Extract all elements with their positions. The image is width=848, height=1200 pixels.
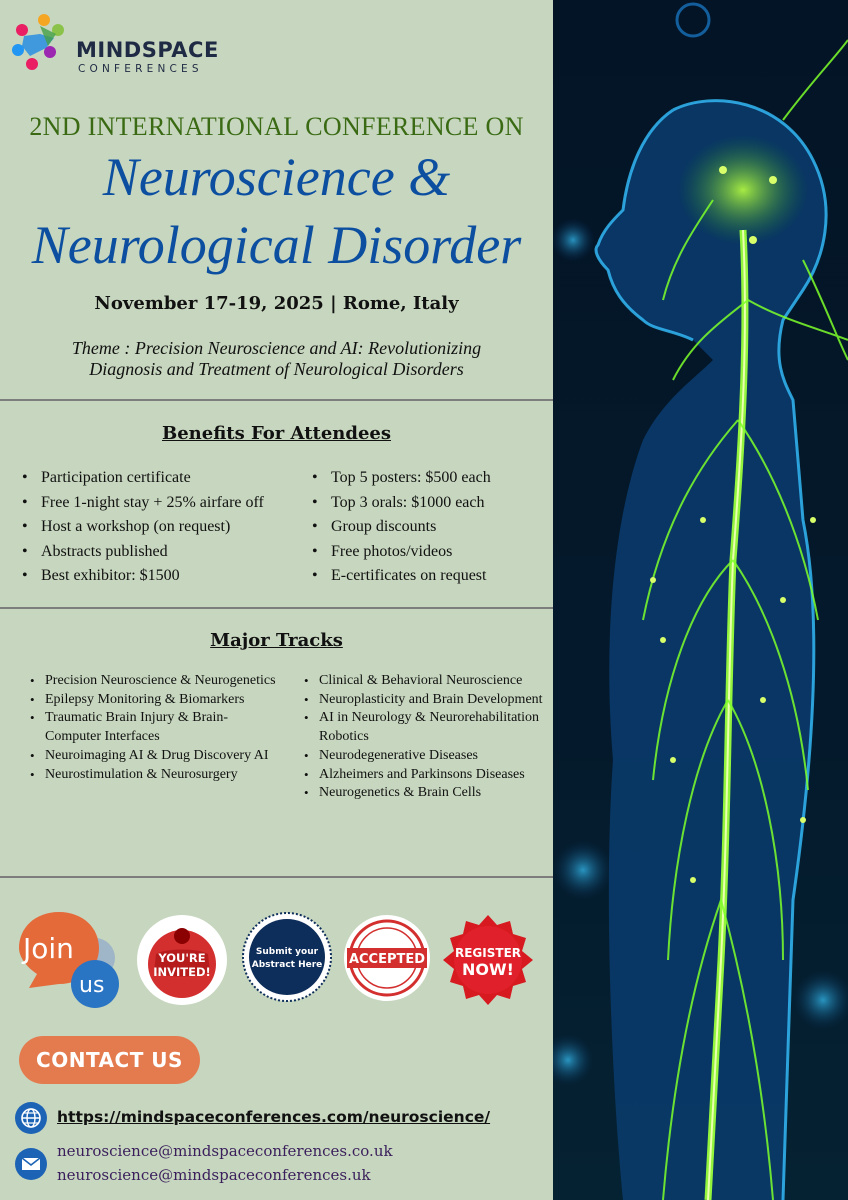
- tracks-list-left: [30, 672, 280, 784]
- list-item: • Top 3 orals: $1000 each: [312, 491, 547, 516]
- mindspace-logo: [10, 12, 220, 74]
- list-item: • Neurostimulation & Neurosurgery: [30, 766, 280, 785]
- submit-line1: Submit your: [255, 947, 319, 957]
- list-item: • AI in Neurology & Neurorehabilitation Robotics: [304, 709, 544, 746]
- list-item: • Participation certificate: [22, 466, 307, 491]
- list-item: • Clinical & Behavioral Neuroscience: [304, 672, 544, 691]
- nervous-system-artwork: [553, 0, 848, 1200]
- accepted-text: ACCEPTED: [348, 952, 426, 967]
- list-item: • Neurodegenerative Diseases: [304, 747, 544, 766]
- conference-title-line1: Neuroscience &: [102, 147, 451, 207]
- list-item: • Neuroimaging AI & Drug Discovery AI: [30, 747, 280, 766]
- website-link[interactable]: https://mindspaceconferences.com/neuroscience/: [57, 1108, 491, 1126]
- list-item: • E-certificates on request: [312, 564, 547, 589]
- register-line1: REGISTER: [454, 946, 522, 960]
- conference-ordinal-line: 2ND INTERNATIONAL CONFERENCE ON: [29, 112, 524, 141]
- conference-title-line2: Neurological Disorder: [31, 215, 522, 275]
- divider: [0, 876, 553, 878]
- mail-icon: [15, 1148, 47, 1180]
- list-item: • Neuroplasticity and Brain Development: [304, 691, 544, 710]
- email-link-1[interactable]: neuroscience@mindspaceconferences.co.uk: [57, 1142, 393, 1160]
- list-item: • Host a workshop (on request): [22, 515, 307, 540]
- invited-line2: INVITED!: [153, 965, 211, 979]
- neural-body-illustration: [553, 0, 848, 1200]
- list-item: • Top 5 posters: $500 each: [312, 466, 547, 491]
- submit-line2: Abstract Here: [251, 960, 323, 970]
- conference-theme: Theme : Precision Neuroscience and AI: Revolutionizing Diagnosis and Treatment of Neurological Disorders: [71, 338, 482, 379]
- list-item: • Traumatic Brain Injury & Brain-Computer Interfaces: [30, 709, 280, 746]
- join-us-badge[interactable]: [15, 908, 127, 1008]
- list-item: • Free photos/videos: [312, 540, 547, 565]
- list-item: • Alzheimers and Parkinsons Diseases: [304, 766, 544, 785]
- globe-icon: [15, 1102, 47, 1134]
- register-now-badge[interactable]: [441, 913, 535, 1007]
- tracks-list-right: [304, 672, 544, 803]
- logo-subtitle: CONFERENCES: [78, 63, 203, 75]
- divider: [0, 399, 553, 401]
- list-item: • Abstracts published: [22, 540, 307, 565]
- logo-mark-icon: [10, 12, 70, 74]
- benefits-heading: Benefits For Attendees: [162, 423, 391, 444]
- list-item: • Group discounts: [312, 515, 547, 540]
- list-item: • Neurogenetics & Brain Cells: [304, 784, 544, 803]
- list-item: • Precision Neuroscience & Neurogenetics: [30, 672, 280, 691]
- benefits-list-left: [22, 466, 307, 589]
- list-item: • Epilepsy Monitoring & Biomarkers: [30, 691, 280, 710]
- divider: [0, 607, 553, 609]
- register-line2: NOW!: [462, 960, 514, 979]
- tracks-heading: Major Tracks: [210, 630, 343, 651]
- list-item: • Best exhibitor: $1500: [22, 564, 307, 589]
- youre-invited-badge[interactable]: [136, 914, 228, 1006]
- logo-name: MINDSPACE: [76, 38, 219, 62]
- benefits-list-right: [312, 466, 547, 589]
- submit-abstract-badge[interactable]: [242, 912, 332, 1002]
- list-item: • Free 1-night stay + 25% airfare off: [22, 491, 307, 516]
- email-link-2[interactable]: neuroscience@mindspaceconferences.uk: [57, 1166, 371, 1184]
- contact-us-button[interactable]: CONTACT US: [19, 1036, 200, 1084]
- invited-line1: YOU'RE: [158, 951, 206, 965]
- date-location: November 17-19, 2025 | Rome, Italy: [94, 293, 459, 314]
- join-text: Join: [23, 932, 74, 965]
- us-text: us: [79, 973, 105, 998]
- accepted-badge: [343, 914, 431, 1002]
